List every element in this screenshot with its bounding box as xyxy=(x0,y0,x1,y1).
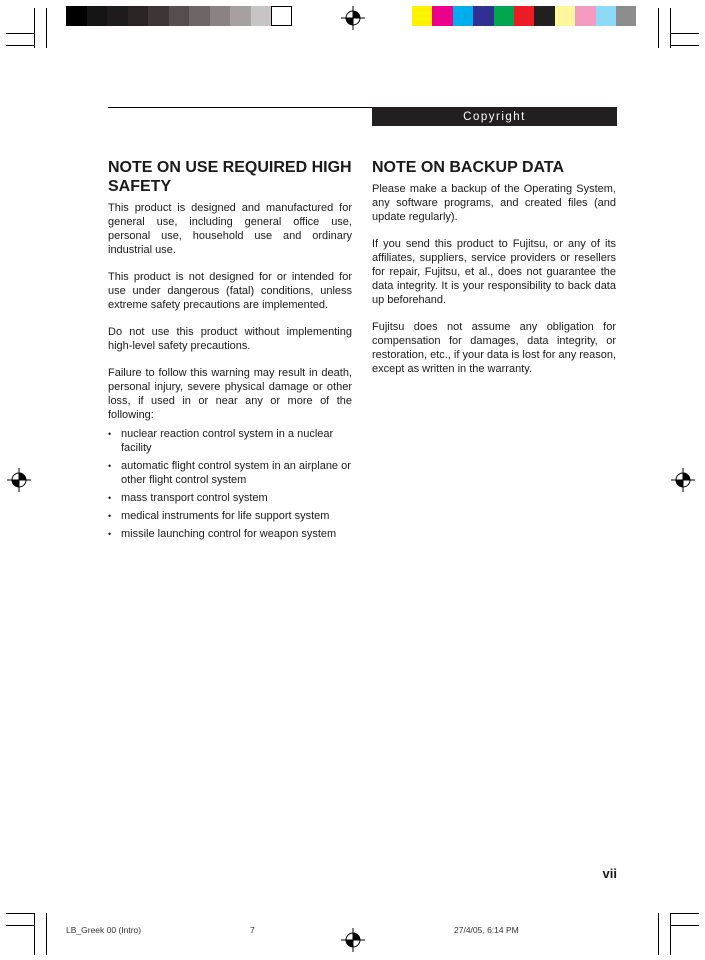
crop-mark xyxy=(34,913,35,955)
crop-mark xyxy=(34,8,35,48)
color-swatch xyxy=(107,6,128,26)
color-swatch xyxy=(596,6,616,26)
page-number: vii xyxy=(602,866,617,881)
color-swatch xyxy=(412,6,432,26)
crop-mark xyxy=(46,8,47,48)
list-item: • automatic flight control system in an airplane or other flight control system xyxy=(108,459,352,487)
paragraph: Failure to follow this warning may result in death, personal injury, severe physical damage or other loss, if used in or near any or more of the following: xyxy=(108,367,352,421)
footer-page: 7 xyxy=(250,925,255,935)
paragraph: Please make a backup of the Operating System, any software programs, and created files (and update regularly). xyxy=(372,183,616,223)
crop-mark xyxy=(671,913,699,914)
process-color-bar xyxy=(412,6,636,26)
color-swatch xyxy=(494,6,514,26)
crop-mark xyxy=(671,45,699,46)
crop-mark xyxy=(6,925,34,926)
heading-high-safety: NOTE ON USE REQUIRED HIGH SAFETY xyxy=(108,159,352,195)
crop-mark xyxy=(658,913,659,955)
color-swatch xyxy=(230,6,251,26)
color-swatch xyxy=(148,6,169,26)
footer-datetime: 27/4/05, 6:14 PM xyxy=(454,925,519,935)
color-swatch xyxy=(616,6,636,26)
bullet-list xyxy=(108,427,352,541)
crop-mark xyxy=(6,33,34,34)
footer-file-name: LB_Greek 00 (Intro) xyxy=(66,925,142,935)
color-swatch xyxy=(473,6,493,26)
color-swatch xyxy=(128,6,149,26)
color-swatch xyxy=(87,6,108,26)
crop-mark xyxy=(671,925,699,926)
crop-mark xyxy=(46,913,47,955)
paragraph: If you send this product to Fujitsu, or any of its affiliates, suppliers, service providers or resellers for repair, Fujitsu, et al., does not guarantee the data integrity. It is your responsibility to back data up beforehand. xyxy=(372,238,616,306)
color-swatch xyxy=(555,6,575,26)
color-swatch xyxy=(271,6,292,26)
registration-mark-icon xyxy=(341,6,365,30)
list-item: • missile launching control for weapon system xyxy=(108,527,352,541)
paragraph: Do not use this product without implementing high-level safety precautions. xyxy=(108,326,352,352)
grayscale-color-bar xyxy=(66,6,292,26)
color-swatch xyxy=(169,6,190,26)
color-swatch xyxy=(66,6,87,26)
header-rule xyxy=(108,107,372,108)
color-swatch xyxy=(514,6,534,26)
registration-mark-icon xyxy=(341,928,365,952)
color-swatch xyxy=(453,6,473,26)
registration-mark-icon xyxy=(671,468,695,492)
heading-backup-data: NOTE ON BACKUP DATA xyxy=(372,159,564,176)
crop-mark xyxy=(670,8,671,48)
color-swatch xyxy=(534,6,554,26)
paragraph: Fujitsu does not assume any obligation for compensation for damages, data integrity, or restoration, etc., if your data is lost for any reason, except as written in the warranty. xyxy=(372,321,616,375)
color-swatch xyxy=(251,6,272,26)
list-item: • nuclear reaction control system in a nuclear facility xyxy=(108,427,352,455)
crop-mark xyxy=(671,33,699,34)
section-header-label: Copyright xyxy=(372,107,617,126)
paragraph: This product is designed and manufactured for general use, including general office use, personal use, household use and ordinary industrial use. xyxy=(108,202,352,256)
crop-mark xyxy=(6,913,34,914)
crop-mark xyxy=(6,45,34,46)
crop-mark xyxy=(658,8,659,48)
list-item: • mass transport control system xyxy=(108,491,352,505)
list-item: • medical instruments for life support system xyxy=(108,509,352,523)
crop-mark xyxy=(670,913,671,955)
color-swatch xyxy=(189,6,210,26)
color-swatch xyxy=(210,6,231,26)
registration-mark-icon xyxy=(7,468,31,492)
left-column xyxy=(108,158,352,545)
color-swatch xyxy=(432,6,452,26)
paragraph: This product is not designed for or intended for use under dangerous (fatal) conditions, unless extreme safety precautions are implemented. xyxy=(108,271,352,311)
color-swatch xyxy=(575,6,595,26)
right-column xyxy=(372,158,616,389)
